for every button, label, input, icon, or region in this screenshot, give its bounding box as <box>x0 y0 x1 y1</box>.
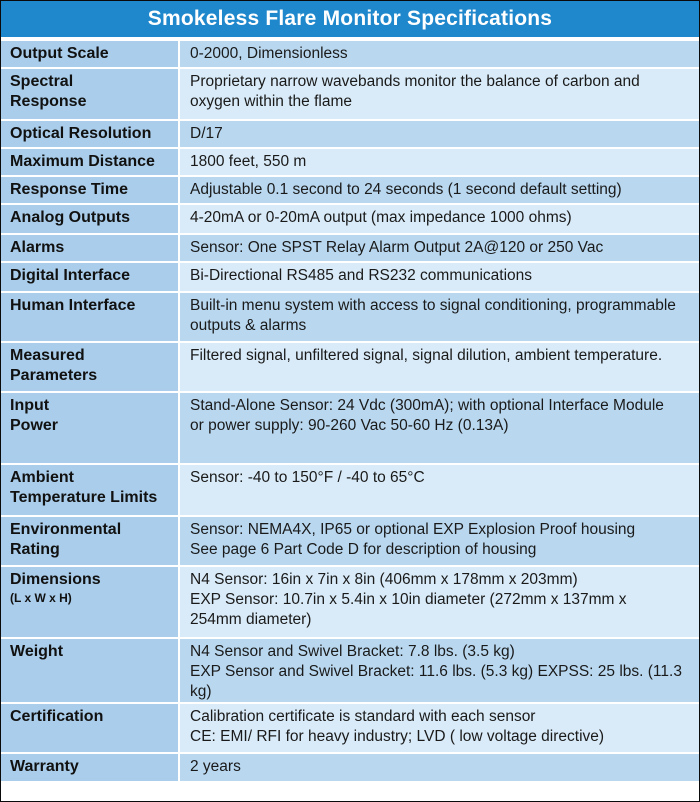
value-line: N4 Sensor: 16in x 7in x 8in (406mm x 178mm x 203mm) <box>190 571 578 588</box>
row-value <box>179 234 699 262</box>
value-line: 4-20mA or 0-20mA output (max impedance 1000 ohms) <box>190 209 572 226</box>
spec-row-environmental-rating <box>1 516 699 566</box>
label-line: Input <box>10 397 50 414</box>
value-line: Sensor: -40 to 150°F / -40 to 65°C <box>190 469 425 486</box>
row-label <box>1 148 179 176</box>
row-label <box>1 566 179 638</box>
label-line: Certification <box>10 708 104 725</box>
spec-row-spectral-response <box>1 68 699 120</box>
row-value <box>179 262 699 292</box>
spec-table <box>1 39 699 781</box>
spec-title: Smokeless Flare Monitor Specifications <box>1 1 699 37</box>
row-value <box>179 753 699 781</box>
row-label <box>1 68 179 120</box>
row-label <box>1 703 179 753</box>
label-sub: (L x W x H) <box>10 591 72 605</box>
label-line: Measured <box>10 347 85 364</box>
value-line: 1800 feet, 550 m <box>190 153 307 170</box>
spec-row-weight <box>1 638 699 703</box>
label-line: Response <box>10 93 87 110</box>
spec-row-measured-parameters <box>1 342 699 392</box>
row-label <box>1 40 179 68</box>
row-label <box>1 464 179 516</box>
row-label <box>1 176 179 204</box>
row-value <box>179 342 699 392</box>
row-value <box>179 464 699 516</box>
value-line: oxygen within the flame <box>190 93 352 110</box>
row-label <box>1 753 179 781</box>
row-value <box>179 204 699 234</box>
value-line: Sensor: One SPST Relay Alarm Output 2A@120 or 250 Vac <box>190 239 604 256</box>
spec-row-digital-interface <box>1 262 699 292</box>
label-line: Human Interface <box>10 297 136 314</box>
row-label <box>1 516 179 566</box>
value-line: CE: EMI/ RFI for heavy industry; LVD ( low voltage directive) <box>190 728 605 745</box>
row-label <box>1 204 179 234</box>
label-line: Spectral <box>10 73 74 90</box>
row-label <box>1 342 179 392</box>
label-line: Warranty <box>10 758 79 775</box>
value-line: or power supply: 90-260 Vac 50-60 Hz (0.13A) <box>190 417 509 434</box>
label-line: Optical Resolution <box>10 125 152 142</box>
spec-row-alarms <box>1 234 699 262</box>
row-label <box>1 262 179 292</box>
value-line: 2 years <box>190 758 241 775</box>
label-line: Analog Outputs <box>10 209 130 226</box>
value-line: Calibration certificate is standard with each sensor <box>190 708 536 725</box>
spec-row-output-scale <box>1 40 699 68</box>
spec-row-optical-resolution <box>1 120 699 148</box>
value-line: Filtered signal, unfiltered signal, signal dilution, ambient temperature. <box>190 347 663 364</box>
spec-row-human-interface <box>1 292 699 342</box>
row-value <box>179 40 699 68</box>
label-line: Response Time <box>10 181 128 198</box>
label-line: Environmental <box>10 521 122 538</box>
label-line: Parameters <box>10 367 98 384</box>
label-line: Temperature Limits <box>10 489 158 506</box>
row-label <box>1 638 179 703</box>
spec-row-dimensions <box>1 566 699 638</box>
row-value <box>179 176 699 204</box>
row-value <box>179 566 699 638</box>
label-line: Output Scale <box>10 45 109 62</box>
row-label <box>1 392 179 464</box>
label-line: Weight <box>10 643 64 660</box>
row-value <box>179 516 699 566</box>
label-line: Maximum Distance <box>10 153 155 170</box>
row-value <box>179 120 699 148</box>
spec-row-analog-outputs <box>1 204 699 234</box>
label-line: Power <box>10 417 59 434</box>
row-label <box>1 234 179 262</box>
spec-row-input-power <box>1 392 699 464</box>
value-line: Sensor: NEMA4X, IP65 or optional EXP Explosion Proof housing <box>190 521 636 538</box>
spec-row-warranty <box>1 753 699 781</box>
value-line: EXP Sensor: 10.7in x 5.4in x 10in diameter (272mm x 137mm x <box>190 591 627 608</box>
row-label <box>1 120 179 148</box>
value-line: 0-2000, Dimensionless <box>190 45 348 62</box>
value-line: Adjustable 0.1 second to 24 seconds (1 second default setting) <box>190 181 622 198</box>
label-line: Ambient <box>10 469 74 486</box>
spec-row-certification <box>1 703 699 753</box>
label-line: Dimensions <box>10 571 101 588</box>
value-line: See page 6 Part Code D for description of housing <box>190 541 537 558</box>
row-value <box>179 638 699 703</box>
value-line: EXP Sensor and Swivel Bracket: 11.6 lbs. (5.3 kg) EXPSS: 25 lbs. (11.3 kg) <box>190 663 682 700</box>
value-line: Proprietary narrow wavebands monitor the balance of carbon and <box>190 73 640 90</box>
spec-row-maximum-distance <box>1 148 699 176</box>
label-line: Rating <box>10 541 60 558</box>
row-label <box>1 292 179 342</box>
row-value <box>179 148 699 176</box>
value-line: Stand-Alone Sensor: 24 Vdc (300mA); with optional Interface Module <box>190 397 664 414</box>
value-line: N4 Sensor and Swivel Bracket: 7.8 lbs. (3.5 kg) <box>190 643 515 660</box>
row-value <box>179 68 699 120</box>
row-value <box>179 292 699 342</box>
spec-row-response-time <box>1 176 699 204</box>
label-line: Digital Interface <box>10 267 131 284</box>
label-line: Alarms <box>10 239 65 256</box>
row-value <box>179 703 699 753</box>
spec-row-ambient-temperature <box>1 464 699 516</box>
value-line: D/17 <box>190 125 223 142</box>
row-value <box>179 392 699 464</box>
value-line: Built-in menu system with access to signal conditioning, programmable <box>190 297 676 314</box>
value-line: 254mm diameter) <box>190 611 312 628</box>
value-line: outputs & alarms <box>190 317 307 334</box>
value-line: Bi-Directional RS485 and RS232 communications <box>190 267 533 284</box>
